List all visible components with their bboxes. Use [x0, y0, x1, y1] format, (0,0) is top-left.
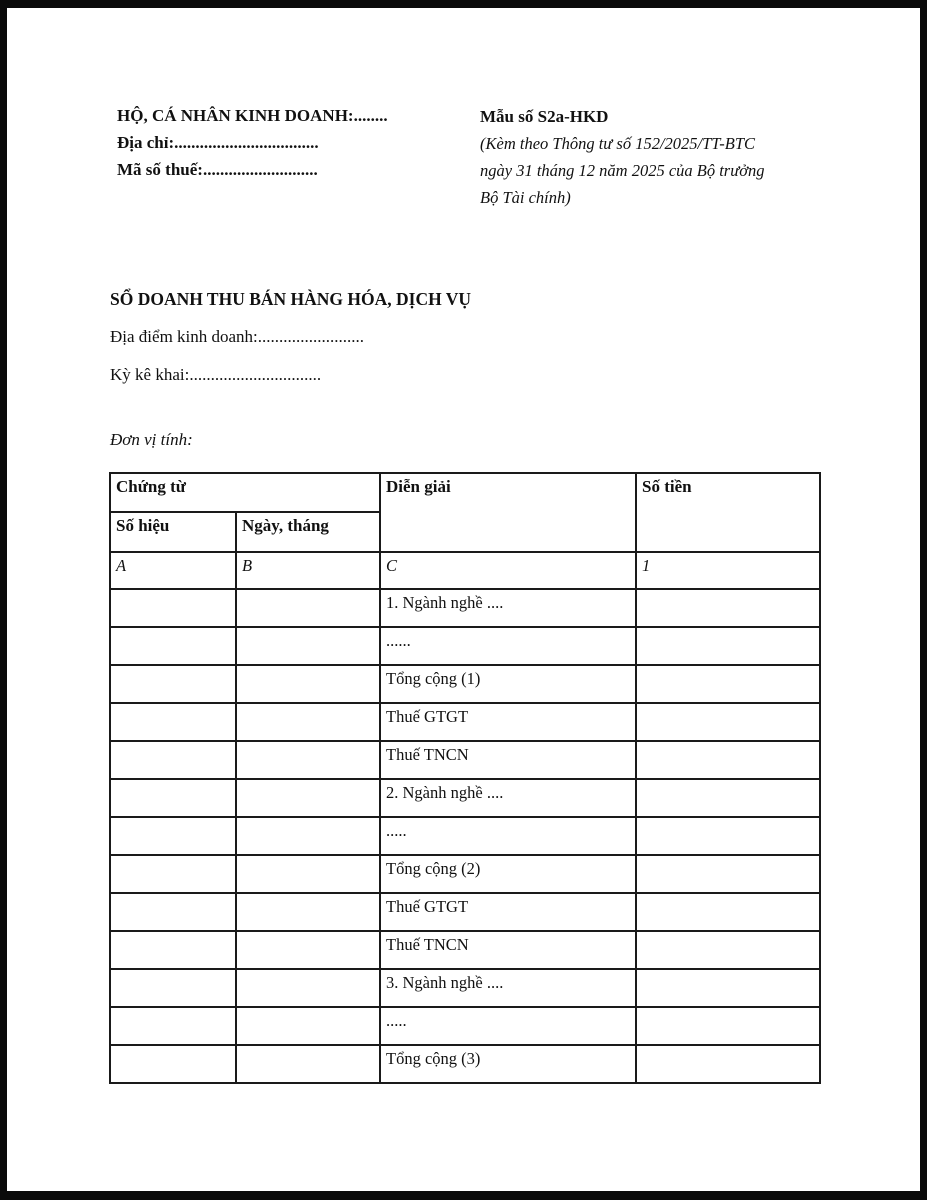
date-cell [236, 665, 380, 703]
table-row [110, 779, 820, 817]
description-cell: Tổng cộng (3) [380, 1045, 636, 1083]
description-cell: ...... [380, 627, 636, 665]
table-row [110, 741, 820, 779]
amount-cell [636, 703, 820, 741]
date-cell [236, 741, 380, 779]
amount-cell [636, 1007, 820, 1045]
table-row [110, 931, 820, 969]
date-cell [236, 969, 380, 1007]
business-address-line: Địa chỉ:.................................. [117, 133, 319, 152]
description-cell: 1. Ngành nghề .... [380, 589, 636, 627]
amount-cell [636, 817, 820, 855]
description-cell: ..... [380, 1007, 636, 1045]
description-cell: Thuế TNCN [380, 741, 636, 779]
document-number-cell [110, 741, 236, 779]
column-code-a: A [110, 552, 236, 589]
unit-of-measure-label: Đơn vị tính: [110, 430, 193, 449]
amount-cell [636, 589, 820, 627]
table-row [110, 893, 820, 931]
document-number-cell [110, 703, 236, 741]
header-date: Ngày, tháng [236, 512, 380, 552]
table-row [110, 627, 820, 665]
date-cell [236, 893, 380, 931]
amount-cell [636, 779, 820, 817]
amount-cell [636, 1045, 820, 1083]
document-number-cell [110, 1045, 236, 1083]
table-header-row-1 [110, 473, 820, 512]
document-number-cell [110, 969, 236, 1007]
description-cell: 2. Ngành nghề .... [380, 779, 636, 817]
date-cell [236, 589, 380, 627]
document-number-cell [110, 931, 236, 969]
date-cell [236, 1007, 380, 1045]
column-code-1: 1 [636, 552, 820, 589]
column-code-c: C [380, 552, 636, 589]
column-code-row [110, 552, 820, 589]
table-row [110, 589, 820, 627]
date-cell [236, 703, 380, 741]
document-page [7, 8, 920, 1191]
header-document-number: Số hiệu [110, 512, 236, 552]
document-number-cell [110, 855, 236, 893]
business-header-block [117, 102, 388, 183]
description-cell: Thuế GTGT [380, 893, 636, 931]
amount-cell [636, 893, 820, 931]
amount-cell [636, 627, 820, 665]
amount-cell [636, 969, 820, 1007]
header-amount: Số tiền [636, 473, 820, 552]
circular-reference-line: (Kèm theo Thông tư số 152/2025/TT-BTC [480, 134, 756, 153]
amount-cell [636, 931, 820, 969]
document-number-cell [110, 665, 236, 703]
date-cell [236, 627, 380, 665]
table-row [110, 665, 820, 703]
form-number: Mẫu số S2a-HKD [480, 107, 609, 126]
document-number-cell [110, 817, 236, 855]
table-row [110, 817, 820, 855]
document-number-cell [110, 1007, 236, 1045]
document-title: SỔ DOANH THU BÁN HÀNG HÓA, DỊCH VỤ [110, 289, 472, 309]
table-row [110, 855, 820, 893]
header-description: Diễn giải [380, 473, 636, 552]
date-cell [236, 855, 380, 893]
column-code-b: B [236, 552, 380, 589]
form-info-block [480, 103, 765, 211]
description-cell: ..... [380, 817, 636, 855]
description-cell: Tổng cộng (2) [380, 855, 636, 893]
date-cell [236, 1045, 380, 1083]
amount-cell [636, 741, 820, 779]
date-cell [236, 779, 380, 817]
business-location-line: Địa điểm kinh doanh:......................... [110, 327, 365, 346]
header-document-group: Chứng từ [110, 473, 380, 512]
table-row [110, 703, 820, 741]
declaration-period-line: Kỳ kê khai:............................... [110, 365, 322, 384]
amount-cell [636, 855, 820, 893]
table-row [110, 1007, 820, 1045]
revenue-ledger-table [109, 472, 821, 1084]
circular-reference-line: Bộ Tài chính) [480, 188, 571, 207]
date-cell [236, 817, 380, 855]
document-number-cell [110, 779, 236, 817]
business-name-line: HỘ, CÁ NHÂN KINH DOANH:........ [117, 106, 388, 125]
document-number-cell [110, 893, 236, 931]
document-number-cell [110, 627, 236, 665]
amount-cell [636, 665, 820, 703]
table-row [110, 969, 820, 1007]
table-row [110, 1045, 820, 1083]
date-cell [236, 931, 380, 969]
description-cell: Thuế GTGT [380, 703, 636, 741]
description-cell: Tổng cộng (1) [380, 665, 636, 703]
document-number-cell [110, 589, 236, 627]
description-cell: Thuế TNCN [380, 931, 636, 969]
description-cell: 3. Ngành nghề .... [380, 969, 636, 1007]
business-tax-code-line: Mã số thuế:........................... [117, 160, 318, 179]
circular-reference-line: ngày 31 tháng 12 năm 2025 của Bộ trưởng [480, 161, 765, 180]
